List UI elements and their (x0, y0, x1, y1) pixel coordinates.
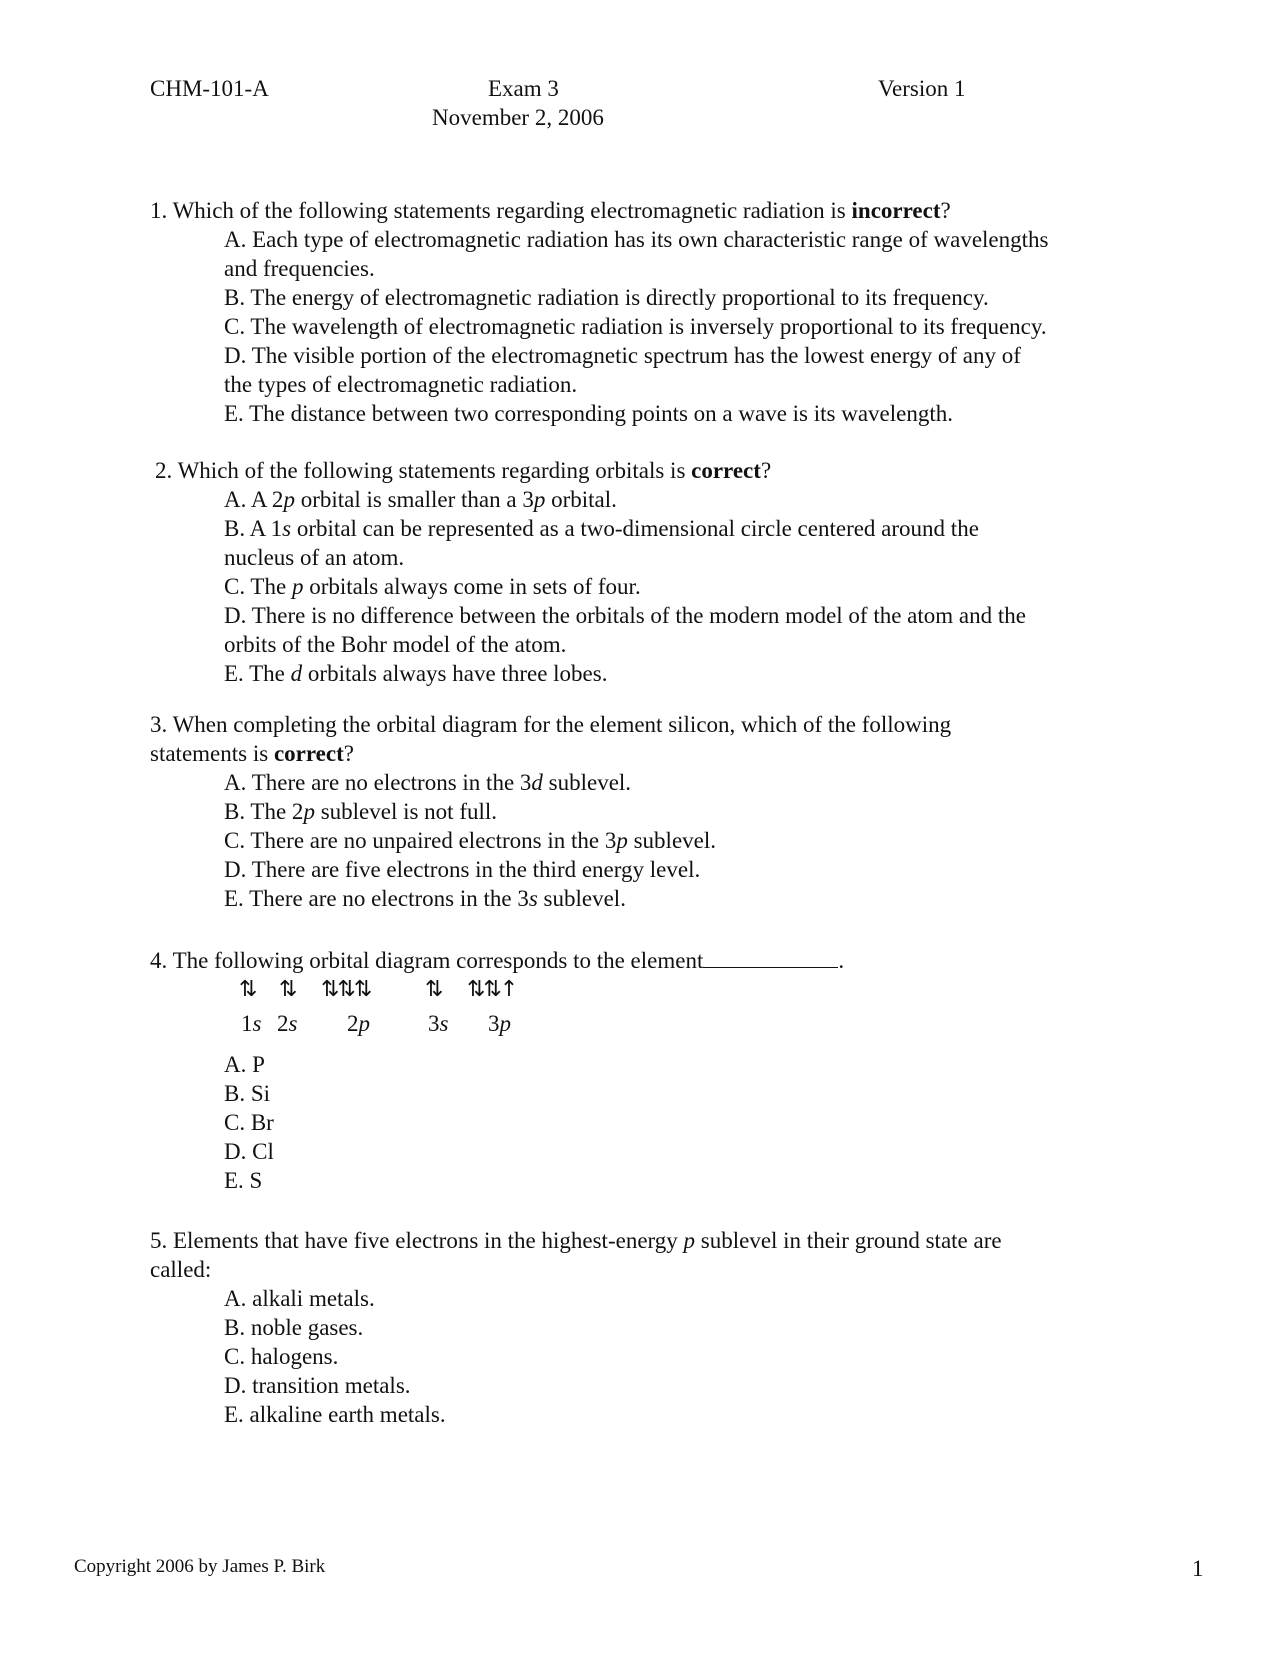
option-e: E. The d orbitals always have three lobes. (224, 661, 608, 686)
option-e: E. S (224, 1168, 263, 1193)
question-5 (150, 1226, 1150, 1429)
course-code: CHM-101-A (150, 76, 269, 101)
option-d: D. There is no difference between the orbitals of the modern model of the atom and the (224, 603, 1026, 628)
option-c: C. Br (224, 1110, 274, 1135)
option-b: B. The energy of electromagnetic radiation is directly proportional to its frequency. (224, 285, 989, 310)
question-number: 2. (155, 458, 173, 483)
orbital-arrows-3p: ⇅⇅↑ (467, 977, 517, 1002)
sublevel-label-2p: 2p (347, 1011, 370, 1036)
stem-emphasis: correct (691, 458, 761, 483)
orbital-arrows-2p: ⇅⇅⇅ (321, 977, 371, 1002)
option-d: D. The visible portion of the electromagnetic spectrum has the lowest energy of any of (224, 343, 1021, 368)
option-d: D. transition metals. (224, 1373, 411, 1398)
option-d: D. There are five electrons in the third energy level. (224, 857, 701, 882)
exam-title: Exam 3 (488, 76, 559, 101)
stem-text: When completing the orbital diagram for the element silicon, which of the following (172, 712, 952, 737)
stem-text: Elements that have five electrons in the highest-energy (173, 1228, 684, 1253)
stem-italic: p (683, 1228, 696, 1253)
option-a: A. P (224, 1052, 265, 1077)
question-1 (150, 196, 1150, 428)
stem-text: Which of the following statements regarding orbitals is (177, 458, 692, 483)
question-stem (155, 456, 1155, 485)
stem-text-end: ? (940, 198, 951, 223)
option-a: A. There are no electrons in the 3d sublevel. (224, 770, 632, 795)
question-2 (155, 456, 1155, 688)
option-d-cont: the types of electromagnetic radiation. (224, 372, 578, 397)
option-a-cont: and frequencies. (224, 256, 375, 281)
answer-options (155, 485, 1155, 688)
question-3 (150, 710, 1150, 913)
option-b: B. A 1s orbital can be represented as a two-dimensional circle centered around the (224, 516, 979, 541)
option-c: C. The wavelength of electromagnetic radiation is inversely proportional to its frequency. (224, 314, 1047, 339)
orbital-arrows-1s: ⇅ (239, 977, 256, 1002)
option-a: A. alkali metals. (224, 1286, 375, 1311)
stem-text: Which of the following statements regarding electromagnetic radiation is (172, 198, 852, 223)
option-c: C. There are no unpaired electrons in the 3p sublevel. (224, 828, 717, 853)
question-stem (150, 1226, 1150, 1284)
option-c: C. The p orbitals always come in sets of four. (224, 574, 641, 599)
question-stem (150, 946, 1150, 975)
option-a: A. A 2p orbital is smaller than a 3p orbital. (224, 487, 617, 512)
question-4 (150, 946, 1150, 975)
page-number: 1 (1192, 1556, 1204, 1581)
option-b: B. Si (224, 1081, 271, 1106)
exam-version: Version 1 (878, 76, 966, 101)
stem-emphasis: correct (273, 741, 344, 766)
stem-text-line2: called: (150, 1257, 212, 1282)
question-number: 3. (150, 712, 168, 737)
answer-options (150, 1050, 1150, 1195)
stem-text-end: ? (760, 458, 772, 483)
sublevel-label-3p: 3p (488, 1011, 511, 1036)
option-e: E. There are no electrons in the 3s sublevel. (224, 886, 626, 911)
answer-blank (703, 949, 838, 968)
stem-text-cont: sublevel in their ground state are (695, 1228, 1002, 1253)
copyright-notice: Copyright 2006 by James P. Birk (74, 1556, 326, 1577)
question-number: 5. (150, 1228, 168, 1253)
option-b: B. The 2p sublevel is not full. (224, 799, 498, 824)
orbital-arrows-2s: ⇅ (279, 977, 296, 1002)
option-a: A. Each type of electromagnetic radiation has its own characteristic range of wavelengths (224, 227, 1049, 252)
question-stem (150, 196, 1150, 225)
stem-text-line2: statements is (150, 741, 274, 766)
stem-emphasis: incorrect (851, 198, 941, 223)
answer-options (150, 225, 1150, 428)
question-number: 4. (150, 948, 168, 973)
option-b: B. noble gases. (224, 1315, 364, 1340)
stem-text-end: . (838, 948, 845, 973)
option-b-cont: nucleus of an atom. (224, 545, 405, 570)
option-e: E. The distance between two corresponding points on a wave is its wavelength. (224, 401, 954, 426)
orbital-arrows-3s: ⇅ (425, 977, 442, 1002)
option-d: D. Cl (224, 1139, 274, 1164)
option-e: E. alkaline earth metals. (224, 1402, 446, 1427)
sublevel-label-3s: 3s (428, 1011, 449, 1036)
option-c: C. halogens. (224, 1344, 339, 1369)
exam-date: November 2, 2006 (432, 105, 604, 130)
option-d-cont: orbits of the Bohr model of the atom. (224, 632, 567, 657)
answer-options (150, 1284, 1150, 1429)
sublevel-label-1s: 1s (241, 1011, 262, 1036)
sublevel-label-2s: 2s (277, 1011, 298, 1036)
question-4-options (150, 1050, 1150, 1195)
question-stem (150, 710, 1150, 768)
question-number: 1. (150, 198, 168, 223)
answer-options (150, 768, 1150, 913)
stem-text: The following orbital diagram corresponds to the element (172, 948, 704, 973)
stem-text-end: ? (343, 741, 354, 766)
